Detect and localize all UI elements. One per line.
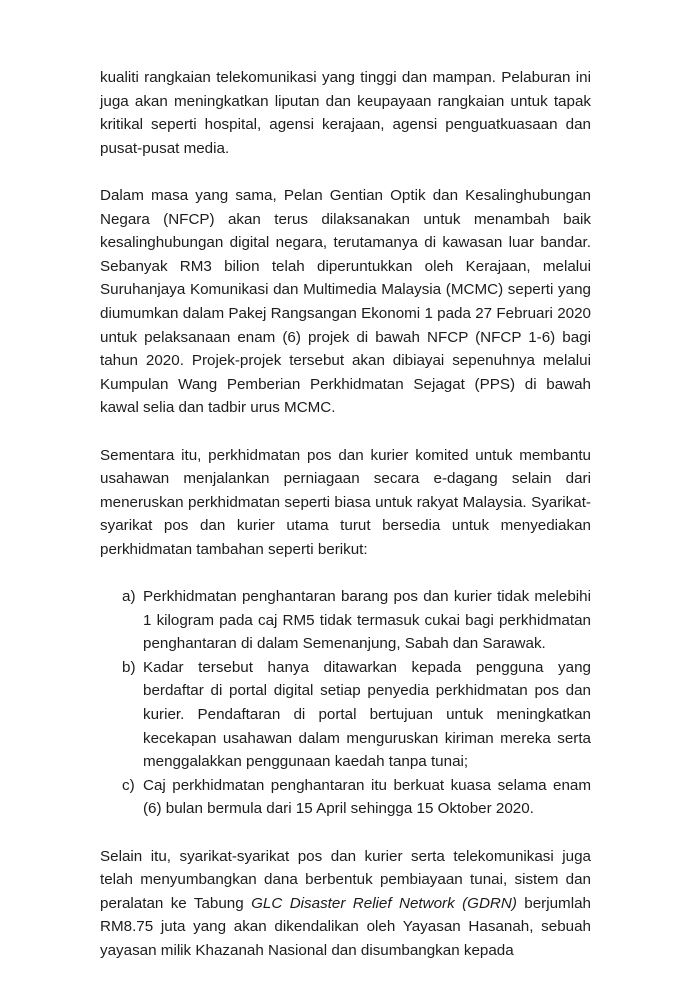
- list-item-text: Kadar tersebut hanya ditawarkan kepada pengguna yang berdaftar di portal digital setiap penyedia perkhidmatan pos dan kurier. Pendaftaran di portal bertujuan untuk meningkatkan kecekapan usahawan dalam menguruskan kiriman mereka serta menggalakkan penggunaan kaedah tanpa tunai;: [143, 658, 591, 771]
- paragraph-nfcp: Dalam masa yang sama, Pelan Gentian Optik dan Kesalinghubungan Negara (NFCP) akan terus dilaksanakan untuk menambah baik kesalinghubungan digital negara, terutamanya di kawasan luar bandar. Sebanyak RM3 bilion telah diperuntukkan oleh Kerajaan, melalui Suruhanjaya Komunikasi dan Multimedia Malaysia (MCMC) seperti yang diumumkan dalam Pakej Rangsangan Ekonomi 1 pada 27 Februari 2020 untuk pelaksanaan enam (6) projek di bawah NFCP (NFCP 1-6) bagi tahun 2020. Projek-projek tersebut akan dibiayai sepenuhnya melalui Kumpulan Wang Pemberian Perkhidmatan Sejagat (PPS) di bawah kawal selia dan tadbir urus MCMC.: [100, 186, 591, 417]
- document-page: [100, 66, 591, 986]
- gdrn-fund-name: GLC Disaster Relief Network (GDRN): [251, 894, 517, 912]
- list-marker: b): [122, 658, 136, 676]
- paragraph-text: Selain itu, syarikat-syarikat pos dan kurier serta telekomunikasi juga telah menyumbangkan dana berbentuk pembiayaan tunai, sistem dan peralatan ke Tabung: [100, 847, 591, 912]
- list-item-text: Caj perkhidmatan penghantaran itu berkuat kuasa selama enam (6) bulan bermula dari 15 April sehingga 15 Oktober 2020.: [143, 776, 591, 818]
- list-item-c: [100, 774, 591, 821]
- list-marker: a): [122, 588, 136, 606]
- list-item-b: [100, 656, 591, 774]
- paragraph-investment-coverage: kualiti rangkaian telekomunikasi yang tinggi dan mampan. Pelaburan ini juga akan meningkatkan liputan dan keupayaan rangkaian untuk tapak kritikal seperti hospital, agensi kerajaan, agensi penguatkuasaan dan pusat-pusat media.: [100, 69, 591, 157]
- additional-services-list: [100, 585, 591, 821]
- list-item-text: Perkhidmatan penghantaran barang pos dan kurier tidak melebihi 1 kilogram pada caj RM5 tidak termasuk cukai bagi perkhidmatan penghantaran di dalam Semenanjung, Sabah dan Sarawak.: [143, 588, 591, 653]
- paragraph-postal-courier: Sementara itu, perkhidmatan pos dan kurier komited untuk membantu usahawan menjalankan perniagaan secara e-dagang selain dari meneruskan perkhidmatan seperti biasa untuk rakyat Malaysia. Syarikat-syarikat pos dan kurier utama turut bersedia untuk menyediakan perkhidmatan tambahan seperti berikut:: [100, 446, 591, 558]
- paragraph-gdrn-contribution: [100, 845, 591, 963]
- list-item-a: [100, 585, 591, 656]
- list-marker: c): [122, 776, 135, 794]
- paragraph-text: berjumlah RM8.75 juta yang akan dikendalikan oleh Yayasan Hasanah, sebuah yayasan milik Khazanah Nasional dan disumbangkan kepada: [100, 894, 591, 959]
